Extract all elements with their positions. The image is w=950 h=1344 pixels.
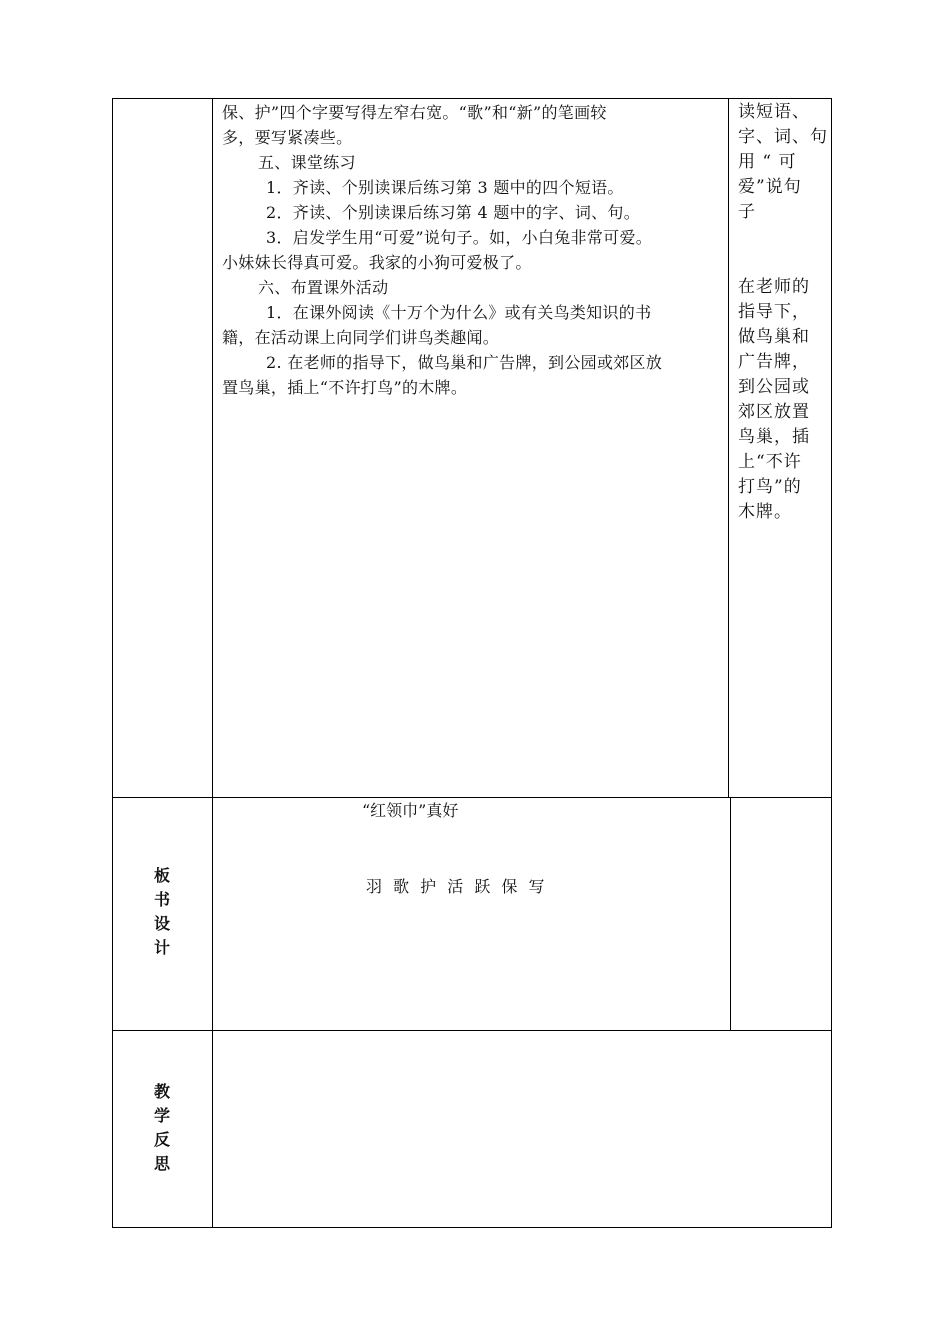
section-heading: 五、课堂练习 [258,153,356,172]
label-char: 反 [153,1130,170,1149]
label-char: 学 [153,1106,170,1125]
lesson-steps-text [222,100,730,400]
side-note-line: 读短语、 [738,102,810,122]
table-border-left [112,98,113,1228]
side-note-line: 做鸟巢和 [738,327,810,347]
label-char: 教 [153,1082,170,1101]
teaching-reflection-label [112,1080,212,1176]
lesson-line: 小妹妹长得真可爱。我家的小狗可爱极了。 [222,253,532,272]
board-design-title: “红领巾”真好 [362,801,459,820]
table-border-bottom [112,1227,832,1228]
side-note-spacer [738,225,828,275]
label-char: 书 [153,890,170,909]
side-note-line: 指导下， [738,302,810,322]
board-design-label [112,864,212,960]
student-activity-notes [738,100,828,525]
lesson-line: 保、护”四个字要写得左窄右宽。“歌”和“新”的笔画较 [222,103,607,122]
table-border-right [831,98,832,1228]
lesson-line: 多，要写紧凑些。 [222,128,353,147]
side-note-line: 爱”说句 [738,177,802,197]
side-note-line: 用 “ 可 [738,152,797,172]
label-char: 计 [153,938,170,957]
side-note-line: 上“不许 [738,452,802,472]
side-note-line: 到公园或 [738,377,810,397]
label-char: 思 [153,1154,170,1173]
label-char: 设 [153,914,170,933]
row-divider-reflection [112,1030,832,1031]
table-border-top [112,98,832,99]
section-heading: 六、布置课外活动 [258,278,389,297]
lesson-line: 1．齐读、个别读课后练习第 3 题中的四个短语。 [266,178,624,197]
lesson-line: 3．启发学生用“可爱”说句子。如，小白兔非常可爱。 [266,228,653,247]
side-note-line: 在老师的 [738,277,810,297]
side-note-line: 字、词、句 [738,127,828,147]
lesson-line: 2．齐读、个别读课后练习第 4 题中的字、词、句。 [266,203,641,222]
lesson-plan-table [112,98,832,1228]
side-note-line: 鸟巢，插 [738,427,810,447]
side-note-line: 木牌。 [738,502,792,522]
label-column-divider [212,98,213,1228]
lesson-line: 2. 在老师的指导下，做鸟巢和广告牌，到公园或郊区放 [266,353,663,372]
side-note-line: 广告牌， [738,352,810,372]
label-char: 板 [153,866,170,885]
board-design-characters: 羽 歌 护 活 跃 保 写 [366,877,545,896]
row-divider-board [112,797,832,798]
side-column-divider-board [730,798,731,1030]
lesson-line: 籍，在活动课上向同学们讲鸟类趣闻。 [222,328,500,347]
lesson-line: 置鸟巢，插上“不许打鸟”的木牌。 [222,378,468,397]
lesson-line: 1．在课外阅读《十万个为什么》或有关鸟类知识的书 [266,303,652,322]
side-note-line: 打鸟”的 [738,477,802,497]
side-note-line: 子 [738,202,756,222]
side-note-line: 郊区放置 [738,402,810,422]
